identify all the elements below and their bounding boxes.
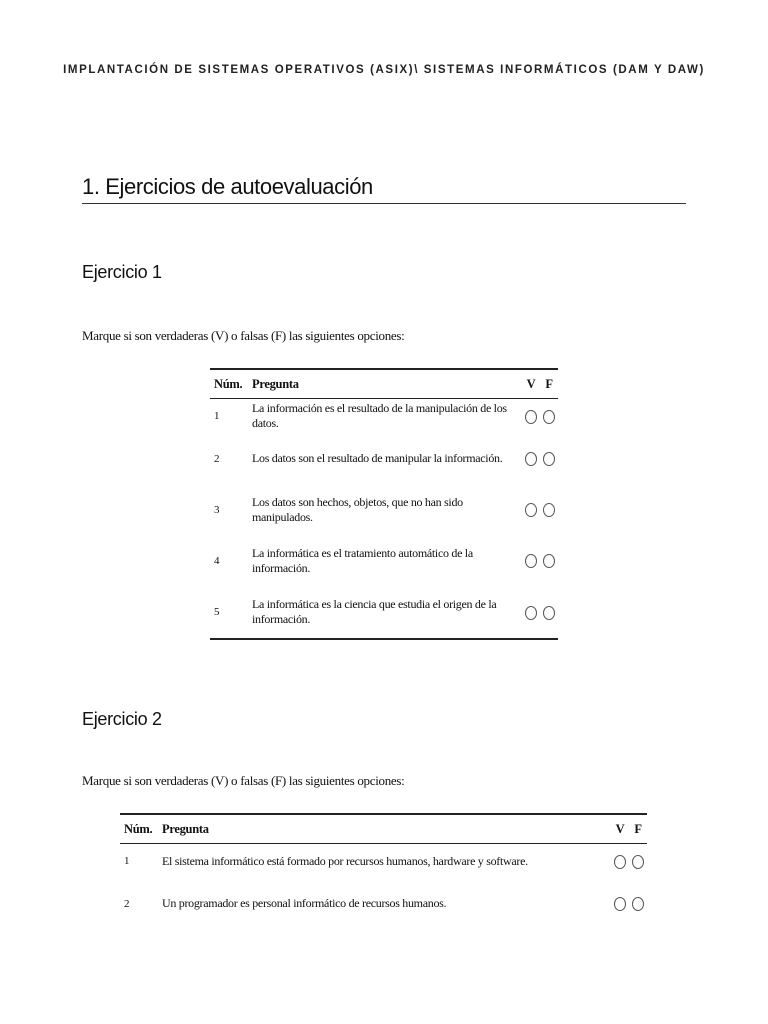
col-false-header: F <box>629 814 647 844</box>
true-radio[interactable] <box>525 554 537 568</box>
question-text: El sistema informático está formado por recursos humanos, hardware y software. <box>162 853 528 868</box>
false-radio[interactable] <box>543 554 555 568</box>
table-header-row <box>120 814 647 844</box>
exercise-2-title: Ejercicio 2 <box>82 709 162 729</box>
table-row <box>120 878 647 929</box>
question-text: Los datos son hechos, objetos, que no han sido manipulados. <box>252 494 463 524</box>
exercise-2-instructions: Marque si son verdaderas (V) o falsas (F) las siguientes opciones: <box>82 773 405 788</box>
table-row <box>120 844 647 879</box>
col-num-header: Núm. <box>120 814 158 844</box>
col-false-header: F <box>540 369 558 399</box>
col-num-header: Núm. <box>210 369 248 399</box>
exercise-2-table <box>120 813 647 929</box>
table-row <box>210 433 558 484</box>
question-text: La información es el resultado de la manipulación de los datos. <box>252 401 507 430</box>
table-header-row <box>210 369 558 399</box>
running-header: IMPLANTACIÓN DE SISTEMAS OPERATIVOS (ASIX)\ SISTEMAS INFORMÁTICOS (DAM Y DAW) <box>63 64 705 76</box>
question-text: Los datos son el resultado de manipular la información. <box>252 451 503 465</box>
true-radio[interactable] <box>525 452 537 466</box>
col-question-header: Pregunta <box>158 814 611 844</box>
table-row <box>210 399 558 434</box>
col-question-header: Pregunta <box>248 369 522 399</box>
true-radio[interactable] <box>614 855 626 869</box>
question-number: 2 <box>124 897 130 910</box>
question-number: 1 <box>214 410 220 422</box>
question-text: La informática es la ciencia que estudia el origen de la información. <box>248 586 522 639</box>
true-radio[interactable] <box>525 503 537 517</box>
question-number: 5 <box>210 586 248 639</box>
col-true-header: V <box>611 814 629 844</box>
true-radio[interactable] <box>614 897 626 911</box>
question-number: 3 <box>214 503 220 516</box>
false-radio[interactable] <box>543 410 555 424</box>
question-text: Un programador es personal informático de recursos humanos. <box>162 896 447 910</box>
col-true-header: V <box>522 369 540 399</box>
exercise-1-title: Ejercicio 1 <box>82 262 162 282</box>
table-row <box>210 484 558 535</box>
false-radio[interactable] <box>632 855 644 869</box>
section-title: 1. Ejercicios de autoevaluación <box>82 174 686 204</box>
false-radio[interactable] <box>543 452 555 466</box>
question-text: La informática es el tratamiento automático de la información. <box>252 545 473 575</box>
false-radio[interactable] <box>632 897 644 911</box>
table-row <box>210 535 558 586</box>
true-radio[interactable] <box>525 410 537 424</box>
false-radio[interactable] <box>543 606 555 620</box>
question-number: 4 <box>214 554 220 567</box>
false-radio[interactable] <box>543 503 555 517</box>
exercise-1-table <box>210 368 558 640</box>
true-radio[interactable] <box>525 606 537 620</box>
question-number: 2 <box>214 452 220 465</box>
table-row <box>210 586 558 639</box>
exercise-1-instructions: Marque si son verdaderas (V) o falsas (F) las siguientes opciones: <box>82 328 405 343</box>
question-number: 1 <box>124 855 130 867</box>
